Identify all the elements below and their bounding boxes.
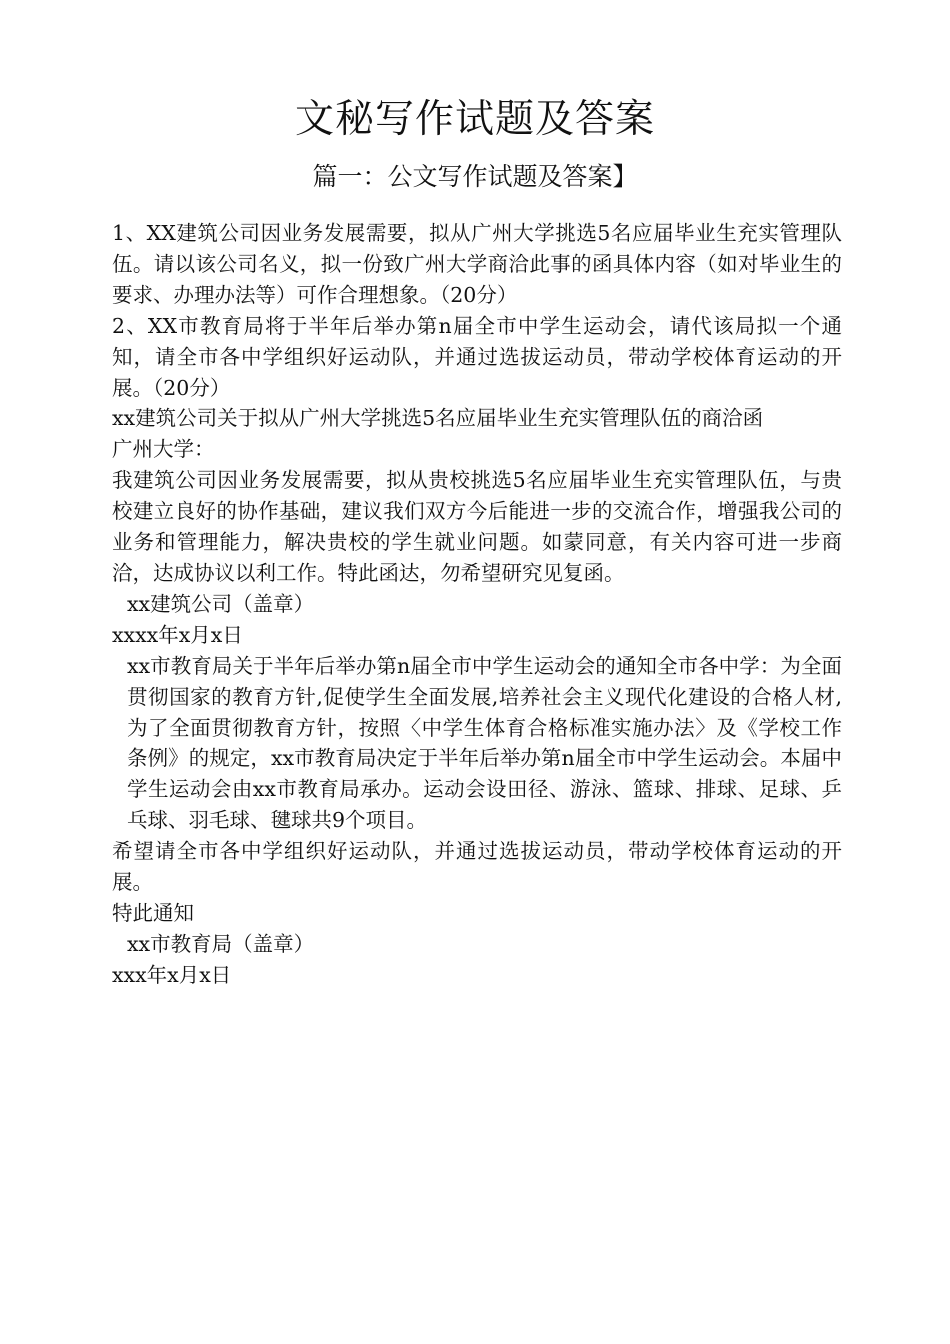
letter-title: xx建筑公司关于拟从广州大学挑选5名应届毕业生充实管理队伍的商洽函: [112, 406, 764, 431]
document-body: [112, 218, 842, 991]
letter-signature: xx建筑公司（盖章）: [127, 591, 315, 616]
letter-body: 我建筑公司因业务发展需要，拟从贵校挑选5名应届毕业生充实管理队伍，与贵校建立良好的协作基础，建议我们双方今后能进一步的交流合作，增强我公司的业务和管理能力，解决贵校的学生就业问题。如蒙同意，有关内容可进一步商洽，达成协议以利工作。特此函达，勿希望研究见复函。: [112, 468, 842, 585]
question-2: 2、XX市教育局将于半年后举办第n届全市中学生运动会，请代该局拟一个通知，请全市各中学组织好运动队，并通过选拔运动员，带动学校体育运动的开展。（20分）: [112, 313, 842, 400]
notice-signature: xx市教育局（盖章）: [127, 931, 315, 956]
letter-recipient: 广州大学：: [112, 437, 215, 462]
notice-body: xx市教育局关于半年后举办第n届全市中学生运动会的通知全市各中学：为全面贯彻国家的教育方针,促使学生全面发展,培养社会主义现代化建设的合格人材,为了全面贯彻教育方针，按照〈中学生体育合格标准实施办法〉及《学校工作条例》的规定，xx市教育局决定于半年后举办第n届全市中学生运动会。本届中学生运动会由xx市教育局承办。运动会设田径、游泳、篮球、排球、足球、乒乓球、羽毛球、毽球共9个项目。: [127, 653, 842, 833]
letter-date: xxxx年x月x日: [112, 622, 243, 647]
question-1: 1、XX建筑公司因业务发展需要，拟从广州大学挑选5名应届毕业生充实管理队伍。请以该公司名义，拟一份致广州大学商洽此事的函具体内容（如对毕业生的要求、办理办法等）可作合理想象。（20分）: [112, 221, 842, 307]
notice-closing: 特此通知: [112, 900, 194, 925]
notice-date: xxx年x月x日: [112, 962, 232, 987]
document-subtitle: 篇一：公文写作试题及答案】: [312, 162, 638, 191]
document-title: 文秘写作试题及答案: [294, 97, 655, 142]
notice-request: 希望请全市各中学组织好运动队，并通过选拔运动员，带动学校体育运动的开展。: [112, 839, 842, 895]
